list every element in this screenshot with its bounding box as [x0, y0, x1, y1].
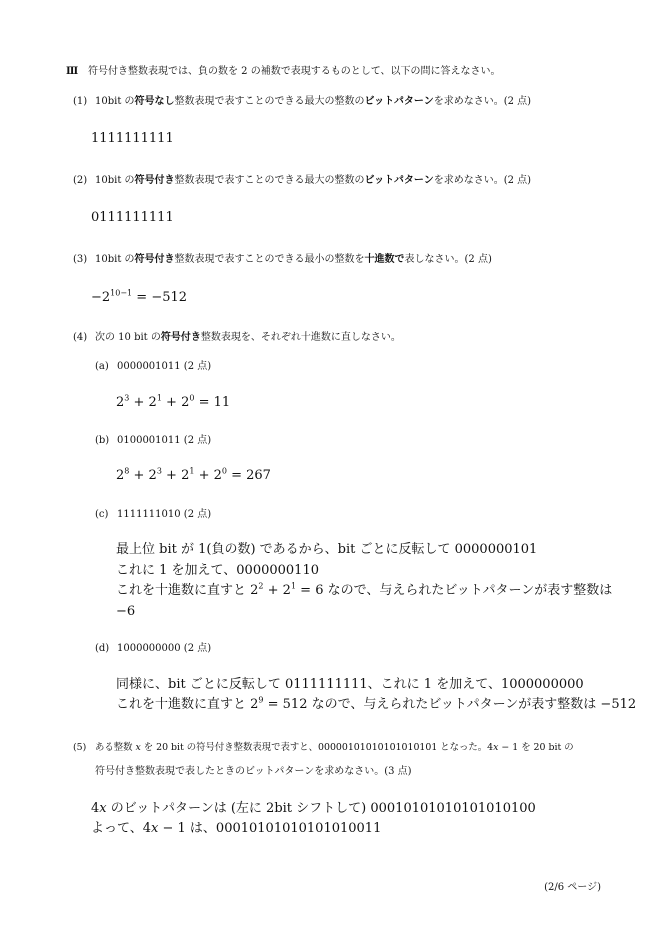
- question-4-bold-signed: 符号付き: [160, 332, 201, 343]
- answer-4a-term: + 2: [129, 395, 157, 410]
- question-4-number: (4): [73, 332, 88, 343]
- page-number: (2/6 ページ): [544, 882, 601, 893]
- question-2-bold-bitpattern: ビットパターン: [364, 175, 434, 186]
- question-2-text-pre: 10bit の: [95, 175, 135, 186]
- question-3-text-pre: 10bit の: [95, 254, 135, 265]
- question-2-bold-signed: 符号付き: [134, 175, 175, 186]
- question-5-line-1: [73, 743, 574, 754]
- question-1-text-post: を求めなさい。(2 点): [433, 96, 532, 107]
- answer-4c-line-1: 最上位 bit が 1(負の数) であるから、bit ごとに反転して 0000000101: [116, 542, 538, 557]
- question-2-text-post: を求めなさい。(2 点): [433, 175, 532, 186]
- answer-4b-term: + 2: [161, 468, 190, 483]
- answer-5-line-1-pre: 4: [91, 801, 100, 816]
- answer-5-line-1-post: のビットパターンは (左に 2bit シフトして) 00010101010101010100: [106, 801, 536, 816]
- question-2-text-mid: 整数表現で表すことのできる最大の整数の: [174, 175, 365, 186]
- question-5-var-x: x: [493, 742, 499, 753]
- answer-5-line-2-pre: よって、4: [91, 821, 152, 836]
- subquestion-b-text: 0100001011 (2 点): [117, 435, 212, 446]
- subquestion-a-label: (a): [95, 361, 109, 372]
- question-1: [73, 96, 531, 108]
- answer-4d-line-2-post: = 512 なので、与えられたビットパターンが表す整数は −512: [263, 697, 637, 712]
- answer-2: 0111111111: [91, 210, 174, 225]
- question-4-text-post: 整数表現を、それぞれ十進数に直しなさい。: [200, 332, 401, 343]
- subquestion-c: [95, 509, 211, 521]
- subquestion-d: [95, 643, 211, 655]
- answer-4d-exp: 9: [258, 695, 264, 705]
- answer-5-var-x: x: [99, 801, 107, 816]
- answer-3-result: = −512: [132, 290, 188, 305]
- question-5-var-x: x: [135, 742, 141, 753]
- answer-4b-exp: 8: [124, 466, 130, 476]
- question-5-line-2: 符号付き整数表現で表したときのビットパターンを求めなさい。(3 点): [95, 766, 412, 777]
- subquestion-b: [95, 435, 211, 447]
- question-3-number: (3): [73, 254, 88, 265]
- answer-4c-line-3-pre: これを十進数に直すと 2: [116, 583, 259, 598]
- question-1-number: (1): [73, 96, 88, 107]
- question-5-text-mid: を 20 bit の符号付き整数表現で表すと、00000101010101010101 となった。4: [140, 742, 494, 753]
- answer-1: 1111111111: [91, 131, 174, 146]
- question-1-text-pre: 10bit の: [95, 96, 135, 107]
- answer-4d-line-2: [116, 695, 637, 713]
- answer-4b-term: 2: [116, 468, 125, 483]
- answer-4d-line-1: 同様に、bit ごとに反転して 0111111111、これに 1 を加えて、1000000000: [116, 677, 584, 692]
- subquestion-b-label: (b): [95, 435, 110, 446]
- answer-4a-exp: 0: [189, 393, 195, 403]
- question-5-text-pre: ある整数: [95, 742, 136, 753]
- subquestion-d-label: (d): [95, 643, 110, 654]
- answer-4c-exp: 2: [258, 581, 264, 591]
- question-1-bold-bitpattern: ビットパターン: [364, 96, 434, 107]
- answer-5-line-2-post: − 1 は、00010101010101010011: [158, 821, 382, 836]
- answer-4b: [116, 466, 271, 484]
- section-heading: [66, 66, 501, 78]
- answer-4b-exp: 1: [189, 466, 195, 476]
- subquestion-c-label: (c): [95, 509, 109, 520]
- answer-5-line-2: [91, 822, 381, 837]
- answer-4b-result: = 267: [226, 468, 271, 483]
- answer-3: [91, 288, 188, 306]
- question-3-text-mid: 整数表現で表すことのできる最小の整数を: [174, 254, 365, 265]
- subquestion-d-text: 1000000000 (2 点): [117, 643, 212, 654]
- subquestion-a: [95, 361, 211, 373]
- answer-5-var-x: x: [151, 821, 159, 836]
- answer-4a-exp: 3: [124, 393, 130, 403]
- question-3: [73, 254, 492, 266]
- answer-4d-line-2-pre: これを十進数に直すと 2: [116, 697, 259, 712]
- answer-4b-exp: 0: [221, 466, 227, 476]
- question-4: [73, 332, 401, 344]
- subquestion-c-text: 1111111010 (2 点): [117, 509, 212, 520]
- section-intro-text: 符号付き整数表現では、負の数を 2 の補数で表現するものとして、以下の問に答えなさい。: [88, 66, 501, 77]
- answer-4a-exp: 1: [156, 393, 162, 403]
- answer-4b-exp: 3: [156, 466, 162, 476]
- question-1-bold-unsigned: 符号なし: [134, 96, 175, 107]
- subquestion-a-text: 0000001011 (2 点): [117, 361, 212, 372]
- question-2-number: (2): [73, 175, 88, 186]
- answer-4a-term: 2: [116, 395, 125, 410]
- answer-4c-line-3: [116, 581, 613, 599]
- answer-4b-term: + 2: [129, 468, 157, 483]
- answer-4c-line-3-post: = 6 なので、与えられたビットパターンが表す整数は: [296, 583, 613, 598]
- answer-5-line-1: [91, 802, 536, 817]
- section-number: Ⅲ: [66, 66, 79, 77]
- answer-4c-line-4: −6: [116, 604, 136, 619]
- question-3-bold-decimal: 十進数で: [364, 254, 405, 265]
- question-3-text-post: 表しなさい。(2 点): [404, 254, 492, 265]
- question-3-bold-signed: 符号付き: [134, 254, 175, 265]
- answer-4a-term: + 2: [161, 395, 190, 410]
- answer-4c-line-3-mid: + 2: [263, 583, 291, 598]
- answer-4a-result: = 11: [194, 395, 231, 410]
- question-2: [73, 175, 531, 187]
- answer-4c-exp: 1: [290, 581, 297, 591]
- question-4-text-pre: 次の 10 bit の: [95, 332, 161, 343]
- answer-4b-term: + 2: [194, 468, 222, 483]
- question-5-text-post: − 1 を 20 bit の: [498, 742, 574, 753]
- answer-4c-line-2: これに 1 を加えて、0000000110: [116, 563, 319, 578]
- question-1-text-mid: 整数表現で表すことのできる最大の整数の: [174, 96, 365, 107]
- answer-3-base: −2: [91, 290, 111, 305]
- question-5-number: (5): [73, 742, 87, 753]
- answer-3-exponent: 10−1: [110, 288, 133, 298]
- answer-4a: [116, 393, 231, 411]
